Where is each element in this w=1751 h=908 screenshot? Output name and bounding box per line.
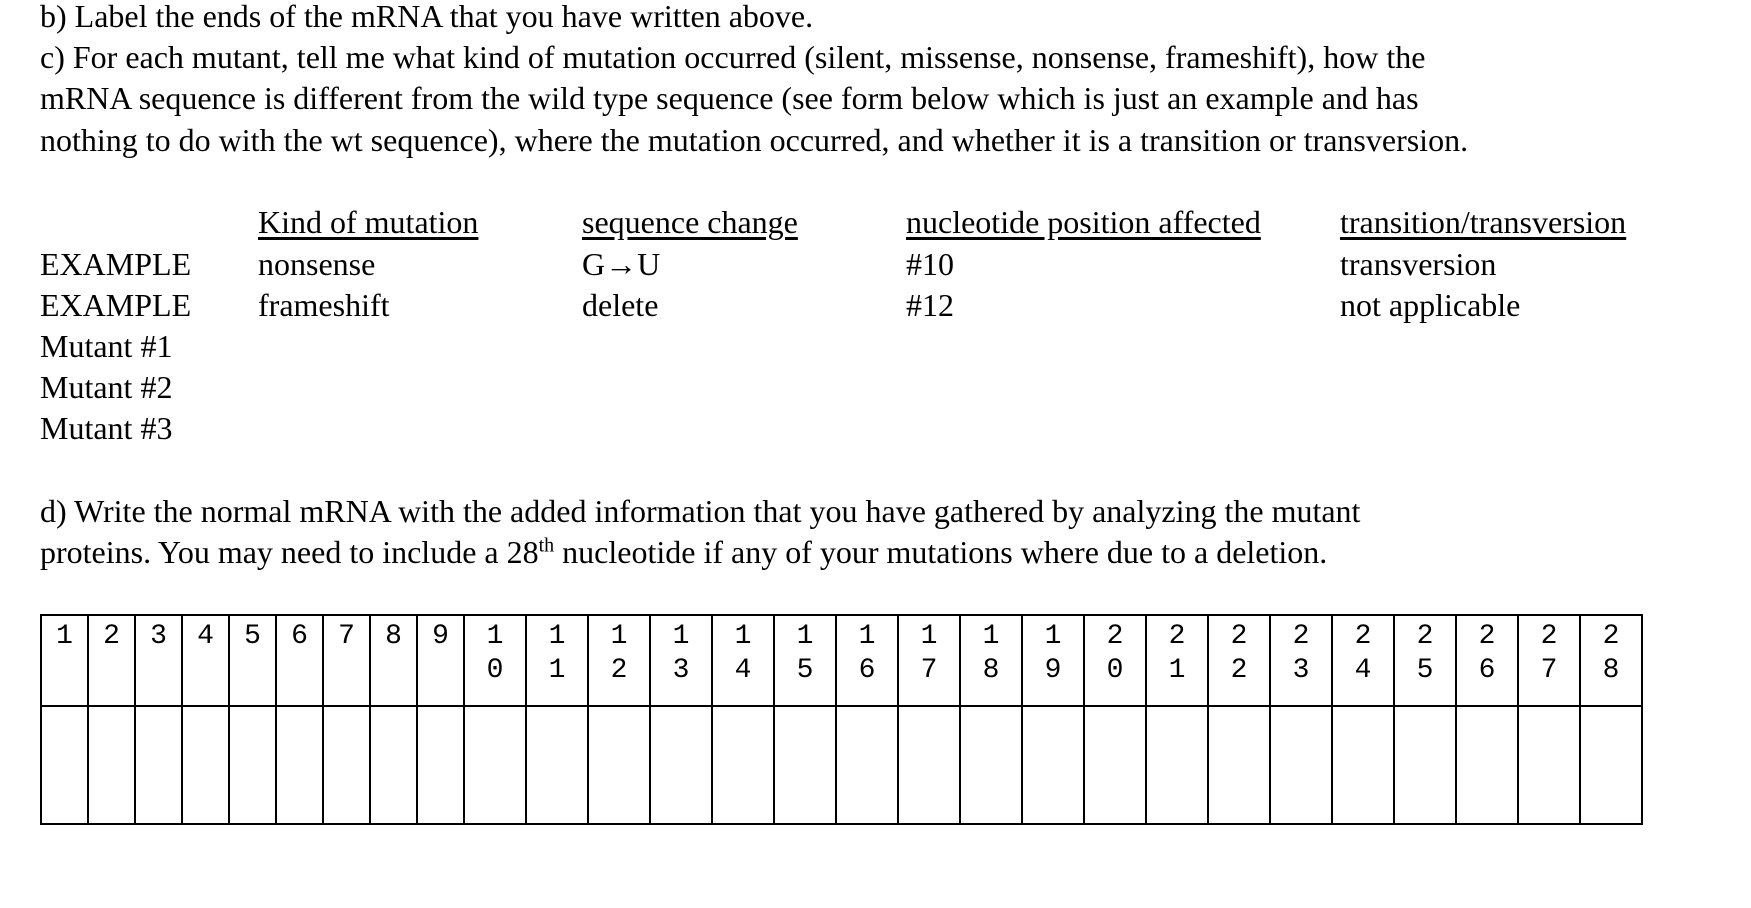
nucleotide-answer-cell[interactable] [650,706,712,824]
nucleotide-number-cell [276,615,323,706]
nucleotide-number-digit: 2 [1354,621,1372,652]
nucleotide-number-digit: 1 [796,621,814,652]
nucleotide-number-digit: 8 [385,621,402,652]
nucleotide-number-digit: 3 [1292,655,1310,686]
nucleotide-number-cell [1270,615,1332,706]
nucleotide-answer-cell[interactable] [464,706,526,824]
question-b: b) Label the ends of the mRNA that you have written above. [40,0,814,34]
nucleotide-number-cell [88,615,135,706]
nucleotide-answer-cell[interactable] [370,706,417,824]
nucleotide-answer-cell[interactable] [276,706,323,824]
row-transition: not applicable [1340,287,1521,323]
nucleotide-answer-cell[interactable] [229,706,276,824]
nucleotide-number-digit: 2 [103,621,120,652]
nucleotide-grid [40,614,1643,825]
row-sequence: G→U [582,246,661,282]
nucleotide-number-digit: 9 [432,621,449,652]
nucleotide-number-digit: 6 [858,655,876,686]
row-position: #12 [906,287,954,323]
nucleotide-number-cell [1332,615,1394,706]
question-d-text-b: nucleotide if any of your mutations where due to a deletion. [554,534,1328,570]
nucleotide-number-cell [182,615,229,706]
header-position: nucleotide position affected [906,204,1261,240]
nucleotide-answer-cell[interactable] [1518,706,1580,824]
nucleotide-number-digit: 9 [1044,655,1062,686]
nucleotide-number-digit: 2 [1106,621,1124,652]
nucleotide-number-cell [1022,615,1084,706]
nucleotide-answer-cell[interactable] [88,706,135,824]
nucleotide-number-digit: 8 [1602,655,1620,686]
nucleotide-answer-cell[interactable] [1332,706,1394,824]
nucleotide-number-cell [650,615,712,706]
nucleotide-number-digit: 8 [982,655,1000,686]
nucleotide-answer-cell[interactable] [1022,706,1084,824]
nucleotide-number-digit: 6 [1478,655,1496,686]
nucleotide-number-digit: 7 [920,655,938,686]
nucleotide-number-row [41,615,1642,706]
question-c-line-1: c) For each mutant, tell me what kind of mutation occurred (silent, missense, nonsense, frameshift), how the [40,39,1426,75]
row-transition: transversion [1340,246,1497,282]
row-label: Mutant #1 [40,328,173,364]
nucleotide-number-digit: 6 [291,621,308,652]
nucleotide-number-cell [836,615,898,706]
nucleotide-number-cell [135,615,182,706]
nucleotide-answer-cell[interactable] [1270,706,1332,824]
nucleotide-number-cell [960,615,1022,706]
row-label: Mutant #2 [40,369,173,405]
nucleotide-number-digit: 1 [486,621,504,652]
nucleotide-answer-cell[interactable] [41,706,88,824]
nucleotide-number-digit: 1 [1044,621,1062,652]
nucleotide-answer-cell[interactable] [182,706,229,824]
nucleotide-answer-cell[interactable] [1208,706,1270,824]
nucleotide-number-digit: 5 [244,621,261,652]
nucleotide-number-digit: 2 [1540,621,1558,652]
question-d-line-1: d) Write the normal mRNA with the added information that you have gathered by analyzing the mutant [40,493,1361,529]
nucleotide-number-digit: 1 [734,621,752,652]
nucleotide-number-digit: 4 [734,655,752,686]
nucleotide-number-cell [898,615,960,706]
nucleotide-number-cell [229,615,276,706]
nucleotide-number-cell [774,615,836,706]
nucleotide-number-digit: 2 [1602,621,1620,652]
nucleotide-number-digit: 2 [1230,655,1248,686]
nucleotide-number-digit: 7 [1540,655,1558,686]
nucleotide-number-cell [370,615,417,706]
header-kind: Kind of mutation [258,204,479,240]
nucleotide-number-digit: 0 [486,655,504,686]
nucleotide-number-cell [1084,615,1146,706]
header-sequence: sequence change [582,204,798,240]
nucleotide-answer-cell[interactable] [1084,706,1146,824]
nucleotide-number-cell [588,615,650,706]
question-c-line-3: nothing to do with the wt sequence), where the mutation occurred, and whether it is a transition or transversion. [40,122,1469,158]
nucleotide-number-digit: 7 [338,621,355,652]
nucleotide-number-digit: 0 [1106,655,1124,686]
nucleotide-number-cell [1456,615,1518,706]
row-kind: nonsense [258,246,376,282]
nucleotide-number-digit: 2 [610,655,628,686]
nucleotide-answer-cell[interactable] [1394,706,1456,824]
nucleotide-number-digit: 1 [982,621,1000,652]
nucleotide-number-digit: 1 [672,621,690,652]
nucleotide-answer-row [41,706,1642,824]
nucleotide-number-cell [526,615,588,706]
nucleotide-number-digit: 5 [796,655,814,686]
nucleotide-number-cell [1394,615,1456,706]
nucleotide-number-cell [1580,615,1642,706]
nucleotide-number-cell [323,615,370,706]
nucleotide-answer-cell[interactable] [1580,706,1642,824]
nucleotide-number-digit: 1 [920,621,938,652]
nucleotide-number-digit: 2 [1292,621,1310,652]
nucleotide-number-digit: 2 [1416,621,1434,652]
row-kind: frameshift [258,287,390,323]
question-c-line-2: mRNA sequence is different from the wild type sequence (see form below which is just an example and has [40,80,1419,116]
nucleotide-number-cell [41,615,88,706]
nucleotide-answer-cell[interactable] [960,706,1022,824]
nucleotide-number-digit: 2 [1478,621,1496,652]
row-position: #10 [906,246,954,282]
question-d-superscript: th [538,534,555,557]
nucleotide-answer-cell[interactable] [526,706,588,824]
nucleotide-number-digit: 1 [548,621,566,652]
nucleotide-number-cell [1208,615,1270,706]
nucleotide-number-cell [712,615,774,706]
nucleotide-number-cell [417,615,464,706]
nucleotide-number-digit: 1 [610,621,628,652]
nucleotide-number-digit: 1 [56,621,73,652]
nucleotide-answer-cell[interactable] [588,706,650,824]
nucleotide-answer-cell[interactable] [135,706,182,824]
nucleotide-number-digit: 4 [1354,655,1372,686]
header-transition: transition/transversion [1340,204,1627,240]
nucleotide-number-cell [1146,615,1208,706]
nucleotide-answer-cell[interactable] [836,706,898,824]
row-label: EXAMPLE [40,246,192,282]
row-label: EXAMPLE [40,287,192,323]
nucleotide-answer-cell[interactable] [1456,706,1518,824]
nucleotide-number-digit: 1 [548,655,566,686]
question-d-text-a: proteins. You may need to include a 28 [40,534,539,570]
row-sequence: delete [582,287,659,323]
nucleotide-number-digit: 2 [1230,621,1248,652]
nucleotide-number-digit: 1 [1168,655,1186,686]
nucleotide-number-digit: 3 [672,655,690,686]
nucleotide-answer-cell[interactable] [712,706,774,824]
row-label: Mutant #3 [40,410,173,446]
nucleotide-number-digit: 3 [150,621,167,652]
nucleotide-answer-cell[interactable] [323,706,370,824]
nucleotide-number-cell [464,615,526,706]
nucleotide-number-digit: 5 [1416,655,1434,686]
nucleotide-answer-cell[interactable] [898,706,960,824]
nucleotide-number-digit: 1 [858,621,876,652]
question-d-line-2 [40,531,1327,573]
nucleotide-number-digit: 2 [1168,621,1186,652]
nucleotide-answer-cell[interactable] [417,706,464,824]
nucleotide-answer-cell[interactable] [1146,706,1208,824]
nucleotide-number-digit: 4 [197,621,214,652]
nucleotide-answer-cell[interactable] [774,706,836,824]
nucleotide-number-cell [1518,615,1580,706]
